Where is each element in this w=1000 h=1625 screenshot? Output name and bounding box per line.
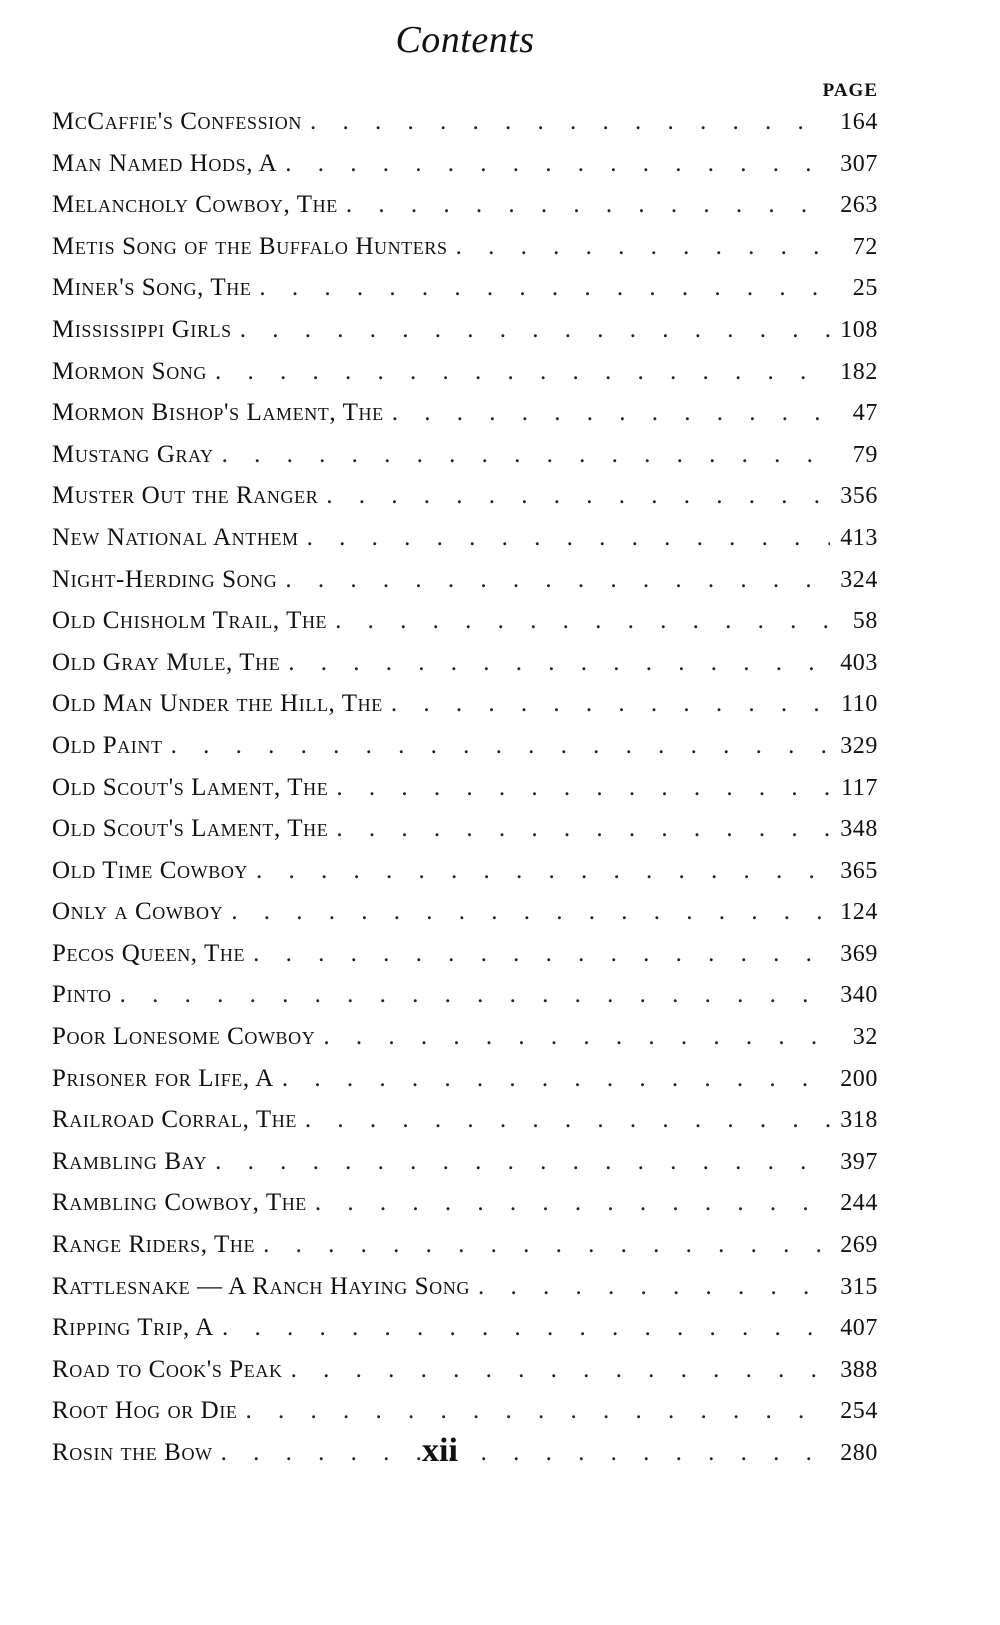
toc-entry bbox=[52, 316, 878, 358]
entry-title: Pecos Queen, The bbox=[52, 939, 246, 967]
toc-entry bbox=[52, 940, 878, 982]
toc-entry bbox=[52, 607, 878, 649]
toc-entry bbox=[52, 649, 878, 691]
entry-page: 164 bbox=[840, 109, 878, 135]
toc-entry bbox=[52, 1148, 878, 1190]
dot-leader bbox=[231, 898, 830, 926]
entry-title: Ripping Trip, A bbox=[52, 1314, 214, 1342]
entry-page: 397 bbox=[840, 1148, 878, 1175]
dot-leader bbox=[336, 815, 830, 843]
toc-entry bbox=[52, 482, 878, 524]
entry-page: 388 bbox=[840, 1356, 878, 1383]
toc-entry bbox=[52, 441, 878, 483]
entry-title: Poor Lonesome Cowboy bbox=[52, 1023, 316, 1051]
entry-page: 403 bbox=[840, 649, 878, 676]
contents-list bbox=[52, 108, 878, 1481]
entry-page: 47 bbox=[852, 400, 878, 427]
entry-page: 200 bbox=[840, 1065, 878, 1092]
entry-page: 263 bbox=[840, 192, 878, 219]
entry-page: 244 bbox=[840, 1190, 878, 1217]
entry-page: 356 bbox=[840, 483, 878, 510]
toc-entry bbox=[52, 774, 878, 816]
entry-title: Old Scout's Lament, The bbox=[52, 773, 329, 801]
dot-leader bbox=[246, 1397, 830, 1425]
toc-entry bbox=[52, 1106, 878, 1148]
dot-leader bbox=[335, 607, 830, 635]
entry-page: 58 bbox=[852, 608, 878, 635]
toc-entry bbox=[52, 690, 878, 732]
entry-title: Rattlesnake — A Ranch Haying Song bbox=[52, 1272, 470, 1300]
entry-title: Muster Out the Ranger bbox=[52, 482, 319, 510]
dot-leader bbox=[391, 690, 830, 718]
entry-page: 369 bbox=[840, 940, 878, 967]
toc-entry bbox=[52, 108, 878, 150]
toc-entry bbox=[52, 1314, 878, 1356]
toc-entry bbox=[52, 358, 878, 400]
entry-title: Old Time Cowboy bbox=[52, 856, 249, 884]
dot-leader bbox=[259, 274, 830, 302]
dot-leader bbox=[282, 1065, 830, 1093]
toc-entry bbox=[52, 150, 878, 192]
entry-page: 407 bbox=[840, 1315, 878, 1342]
entry-title: Pinto bbox=[52, 981, 112, 1009]
entry-page: 117 bbox=[841, 774, 878, 801]
dot-leader bbox=[256, 857, 830, 885]
toc-entry bbox=[52, 857, 878, 899]
toc-entry bbox=[52, 898, 878, 940]
toc-entry bbox=[52, 191, 878, 233]
entry-title: Mustang Gray bbox=[52, 440, 214, 468]
entry-title: Prisoner for Life, A bbox=[52, 1064, 274, 1092]
entry-title: Man Named Hods, A bbox=[52, 149, 278, 177]
entry-page: 315 bbox=[840, 1273, 878, 1300]
dot-leader bbox=[222, 1314, 830, 1342]
entry-title: Old Man Under the Hill, The bbox=[52, 690, 383, 718]
toc-entry bbox=[52, 399, 878, 441]
dot-leader bbox=[171, 732, 830, 760]
entry-title: New National Anthem bbox=[52, 523, 299, 551]
dot-leader bbox=[310, 108, 830, 136]
entry-title: Old Gray Mule, The bbox=[52, 648, 281, 676]
dot-leader bbox=[305, 1106, 830, 1134]
toc-entry bbox=[52, 233, 878, 275]
entry-title: Old Paint bbox=[52, 731, 163, 759]
dot-leader bbox=[240, 316, 830, 344]
entry-page: 329 bbox=[840, 732, 878, 759]
dot-leader bbox=[215, 358, 830, 386]
dot-leader bbox=[326, 482, 830, 510]
entry-page: 365 bbox=[840, 857, 878, 884]
toc-entry bbox=[52, 1356, 878, 1398]
page-number-footer: xii bbox=[422, 1432, 458, 1469]
entry-page: 32 bbox=[852, 1024, 878, 1051]
toc-entry bbox=[52, 274, 878, 316]
toc-entry bbox=[52, 732, 878, 774]
dot-leader bbox=[336, 774, 830, 802]
entry-title: Melancholy Cowboy, The bbox=[52, 191, 338, 219]
entry-page: 413 bbox=[840, 524, 878, 551]
dot-leader bbox=[307, 524, 830, 552]
entry-page: 280 bbox=[840, 1440, 878, 1466]
entry-title: Rambling Cowboy, The bbox=[52, 1189, 307, 1217]
entry-page: 72 bbox=[852, 233, 878, 260]
entry-page: 269 bbox=[840, 1232, 878, 1259]
entry-title: Rosin the Bow bbox=[52, 1439, 213, 1466]
dot-leader bbox=[285, 566, 830, 594]
toc-entry bbox=[52, 1189, 878, 1231]
entry-page: 182 bbox=[840, 358, 878, 385]
dot-leader bbox=[456, 233, 830, 261]
dot-leader bbox=[323, 1023, 830, 1051]
entry-page: 25 bbox=[852, 275, 878, 302]
page-column-label: PAGE bbox=[822, 80, 878, 101]
entry-page: 307 bbox=[840, 150, 878, 177]
toc-entry bbox=[52, 981, 878, 1023]
dot-leader bbox=[222, 441, 830, 469]
toc-entry bbox=[52, 524, 878, 566]
dot-leader bbox=[291, 1356, 830, 1384]
dot-leader bbox=[346, 191, 830, 219]
entry-page: 324 bbox=[840, 566, 878, 593]
dot-leader bbox=[285, 150, 830, 178]
entry-page: 318 bbox=[840, 1107, 878, 1134]
dot-leader bbox=[215, 1148, 830, 1176]
dot-leader bbox=[392, 399, 830, 427]
entry-title: Range Riders, The bbox=[52, 1231, 256, 1259]
toc-entry bbox=[52, 566, 878, 608]
entry-title: Road to Cook's Peak bbox=[52, 1355, 283, 1383]
entry-page: 340 bbox=[840, 982, 878, 1009]
entry-page: 124 bbox=[840, 899, 878, 926]
dot-leader bbox=[288, 649, 830, 677]
entry-page: 110 bbox=[841, 691, 878, 718]
dot-leader bbox=[120, 981, 830, 1009]
entry-page: 348 bbox=[840, 816, 878, 843]
toc-entry bbox=[52, 1065, 878, 1107]
entry-title: Railroad Corral, The bbox=[52, 1106, 297, 1134]
entry-page: 79 bbox=[852, 441, 878, 468]
toc-entry bbox=[52, 1231, 878, 1273]
entry-title: McCaffie's Confession bbox=[52, 108, 302, 135]
entry-title: Miner's Song, The bbox=[52, 274, 252, 302]
entry-title: Mormon Song bbox=[52, 357, 207, 385]
entry-page: 254 bbox=[840, 1398, 878, 1425]
dot-leader bbox=[478, 1273, 830, 1301]
entry-title: Mississippi Girls bbox=[52, 315, 232, 343]
dot-leader bbox=[253, 940, 830, 968]
toc-entry bbox=[52, 1023, 878, 1065]
page-title: Contents bbox=[395, 19, 535, 61]
entry-title: Metis Song of the Buffalo Hunters bbox=[52, 232, 448, 260]
entry-title: Rambling Bay bbox=[52, 1147, 208, 1175]
dot-leader bbox=[315, 1189, 830, 1217]
entry-title: Night-Herding Song bbox=[52, 565, 278, 593]
toc-entry bbox=[52, 815, 878, 857]
entry-title: Only a Cowboy bbox=[52, 898, 224, 926]
entry-title: Old Scout's Lament, The bbox=[52, 815, 329, 843]
dot-leader bbox=[263, 1231, 830, 1259]
entry-title: Old Chisholm Trail, The bbox=[52, 607, 328, 635]
toc-entry bbox=[52, 1273, 878, 1315]
entry-title: Mormon Bishop's Lament, The bbox=[52, 399, 384, 427]
entry-title: Root Hog or Die bbox=[52, 1397, 238, 1425]
entry-page: 108 bbox=[840, 316, 878, 343]
